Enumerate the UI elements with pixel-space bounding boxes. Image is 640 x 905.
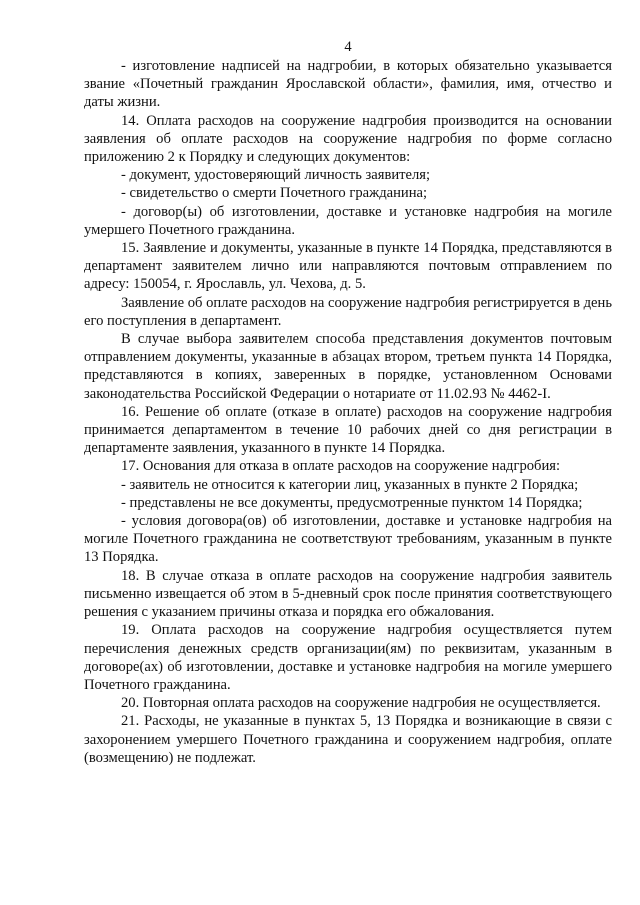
list-item-refusal-contract: - условия договора(ов) об изготовлении, доставке и установке надгробия на могиле Почетного гражданина не соответствуют требованиям, указанным в пункте 13 Порядка. bbox=[84, 513, 612, 566]
paragraph-inscription: - изготовление надписей на надгробии, в которых обязательно указывается звание «Почетный гражданин Ярославской области», фамилия, имя, отчество и даты жизни. bbox=[84, 58, 612, 111]
list-item-contract: - договор(ы) об изготовлении, доставке и установке надгробия на могиле умершего Почетного гражданина. bbox=[84, 203, 612, 238]
paragraph-21: 21. Расходы, не указанные в пунктах 5, 13 Порядка и возникающие в связи с захоронением умершего Почетного гражданина и сооружением надгробия, оплате (возмещению) не подлежат. bbox=[84, 713, 612, 766]
paragraph-postal-copies: В случае выбора заявителем способа представления документов почтовым отправлением документы, указанные в абзацах втором, третьем пункта 14 Порядка, представляются в копиях, заверенных в порядке, установленном Основами законодательства Российской Федерации о нотариате от 11.02.93 № 4462-I. bbox=[84, 331, 612, 402]
paragraph-17: 17. Основания для отказа в оплате расходов на сооружение надгробия: bbox=[121, 458, 561, 475]
list-item-refusal-category: - заявитель не относится к категории лиц, указанных в пункте 2 Порядка; bbox=[121, 476, 579, 493]
document-page bbox=[84, 38, 612, 767]
list-item-death-certificate: - свидетельство о смерти Почетного гражданина; bbox=[121, 185, 428, 202]
paragraph-registration: Заявление об оплате расходов на сооружение надгробия регистрируется в день его поступления в департамент. bbox=[84, 294, 612, 329]
paragraph-15: 15. Заявление и документы, указанные в пункте 14 Порядка, представляются в департамент заявителем лично или направляются почтовым отправлением по адресу: 150054, г. Ярославль, ул. Чехова, д. 5. bbox=[84, 240, 612, 293]
paragraph-19: 19. Оплата расходов на сооружение надгробия осуществляется путем перечисления денежных средств организации(ям) по реквизитам, указанным в договоре(ах) об изготовлении, доставке и установке надгробия на могиле умершего Почетного гражданина. bbox=[84, 622, 612, 693]
paragraph-16: 16. Решение об оплате (отказе в оплате) расходов на сооружение надгробия принимается департаментом в течение 10 рабочих дней со дня регистрации в департаменте заявления, указанного в пункте 14 Порядка. bbox=[84, 403, 612, 457]
page-number: 4 bbox=[344, 39, 352, 55]
list-item-refusal-documents: - представлены не все документы, предусмотренные пунктом 14 Порядка; bbox=[121, 494, 583, 511]
paragraph-18: 18. В случае отказа в оплате расходов на сооружение надгробия заявитель письменно извещается об этом в 5-дневный срок после принятия соответствующего решения с указанием причины отказа и порядка его обжалования. bbox=[84, 567, 612, 621]
list-item-identity-document: - документ, удостоверяющий личность заявителя; bbox=[121, 167, 431, 184]
paragraph-14: 14. Оплата расходов на сооружение надгробия производится на основании заявления об оплате расходов на сооружение надгробия по форме согласно приложению 2 к Порядку и следующих документов: bbox=[84, 112, 612, 166]
paragraph-20: 20. Повторная оплата расходов на сооружение надгробия не осуществляется. bbox=[121, 695, 601, 712]
